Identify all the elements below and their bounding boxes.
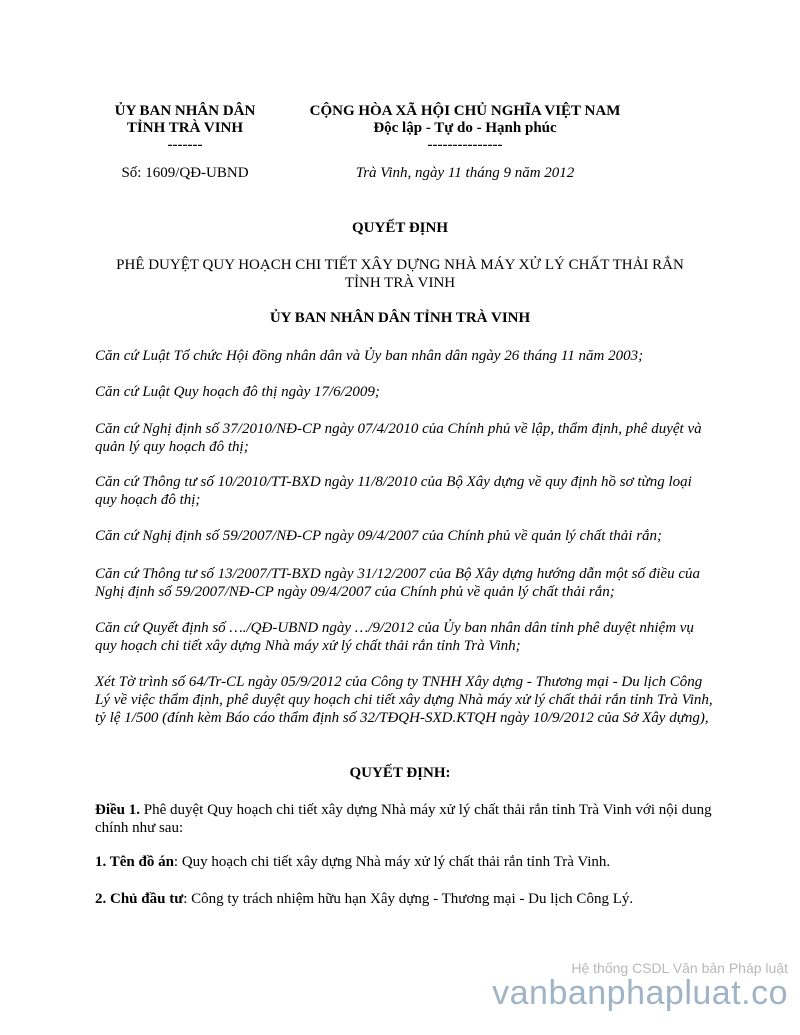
item-2	[95, 890, 715, 908]
item-2-text: : Công ty trách nhiệm hữu hạn Xây dựng - Thương mại - Du lịch Công Lý.	[183, 891, 634, 907]
document-date: Trà Vinh, ngày 11 tháng 9 năm 2012	[355, 165, 575, 181]
legal-basis-8: Xét Tờ trình số 64/Tr-CL ngày 05/9/2012 của Công ty TNHH Xây dựng - Thương mại - Du lịch Công Lý về việc thẩm định, phê duyệt quy hoạch chi tiết xây dựng Nhà máy xử lý chất thải rắn tỉnh Trà Vinh, tỷ lệ 1/500 (đính kèm Báo cáo thẩm định số 32/TĐQH-SXD.KTQH ngày 10/9/2012 của Sở Xây dựng),	[95, 674, 713, 726]
issuing-authority-title: ỦY BAN NHÂN DÂN TỈNH TRÀ VINH	[269, 310, 531, 326]
national-divider: ---------------	[427, 137, 503, 153]
article-1	[95, 801, 715, 837]
legal-basis-1: Căn cứ Luật Tổ chức Hội đồng nhân dân và Ủy ban nhân dân ngày 26 tháng 11 năm 2003;	[95, 348, 644, 364]
national-header-block	[280, 103, 650, 154]
legal-basis-2: Căn cứ Luật Quy hoạch đô thị ngày 17/6/2009;	[95, 384, 380, 400]
watermark-caption: Hệ thống CSDL Văn bản Pháp luật	[571, 960, 788, 976]
issuer-province: TỈNH TRÀ VINH	[126, 120, 244, 136]
document-number: Số: 1609/QĐ-UBND	[121, 165, 249, 181]
decision-heading: QUYẾT ĐỊNH:	[349, 765, 451, 781]
item-1	[95, 853, 715, 871]
document-type-title: QUYẾT ĐỊNH	[352, 220, 448, 236]
article-1-text: Phê duyệt Quy hoạch chi tiết xây dựng Nhà máy xử lý chất thải rắn tỉnh Trà Vinh với nội dung chính như sau:	[95, 802, 712, 836]
item-2-label: 2. Chủ đầu tư	[95, 891, 184, 907]
legal-basis-3: Căn cứ Nghị định số 37/2010/NĐ-CP ngày 07/4/2010 của Chính phủ về lập, thẩm định, phê duyệt và quản lý quy hoạch đô thị;	[95, 421, 702, 455]
legal-basis-5: Căn cứ Nghị định số 59/2007/NĐ-CP ngày 09/4/2007 của Chính phủ về quản lý chất thải rắn;	[95, 528, 663, 544]
document-subject	[95, 256, 705, 292]
watermark-site: vanbanphapluat.co	[492, 974, 788, 1012]
item-1-label: 1. Tên đồ án	[95, 854, 174, 870]
issuer-divider: -------	[167, 137, 203, 153]
national-title: CỘNG HÒA XÃ HỘI CHỦ NGHĨA VIỆT NAM	[309, 103, 621, 119]
legal-basis-4: Căn cứ Thông tư số 10/2010/TT-BXD ngày 11/8/2010 của Bộ Xây dựng về quy định hồ sơ từng loại quy hoạch đô thị;	[95, 474, 692, 508]
document-subject-line2: TỈNH TRÀ VINH	[344, 275, 456, 291]
article-1-label: Điều 1.	[95, 802, 140, 818]
legal-basis-6: Căn cứ Thông tư số 13/2007/TT-BXD ngày 31/12/2007 của Bộ Xây dựng hướng dẫn một số điều của Nghị định số 59/2007/NĐ-CP ngày 09/4/2007 của Chính phủ về quản lý chất thải rắn;	[95, 566, 701, 600]
document-subject-line1: PHÊ DUYỆT QUY HOẠCH CHI TIẾT XÂY DỰNG NHÀ MÁY XỬ LÝ CHẤT THẢI RẮN	[116, 257, 684, 273]
issuer-header-block	[85, 103, 285, 154]
legal-basis-7: Căn cứ Quyết định số …./QĐ-UBND ngày …/9/2012 của Ủy ban nhân dân tỉnh phê duyệt nhiệm vụ quy hoạch chi tiết xây dựng Nhà máy xử lý chất thải rắn tỉnh Trà Vinh;	[95, 620, 694, 654]
national-motto: Độc lập - Tự do - Hạnh phúc	[373, 120, 557, 136]
item-1-text: : Quy hoạch chi tiết xây dựng Nhà máy xử lý chất thải rắn tỉnh Trà Vinh.	[173, 854, 611, 870]
issuer-name: ỦY BAN NHÂN DÂN	[114, 103, 256, 119]
